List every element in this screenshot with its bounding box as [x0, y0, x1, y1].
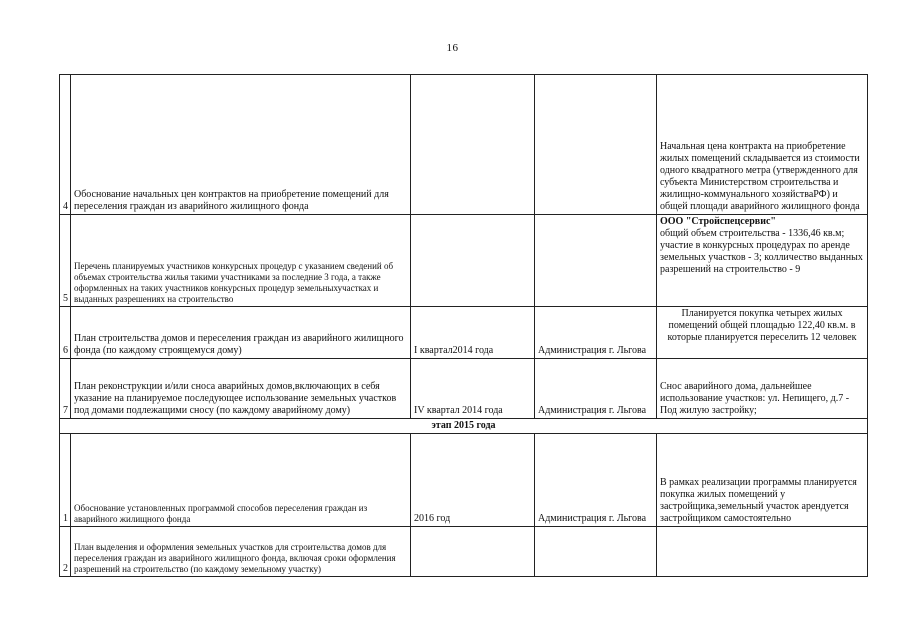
row-responsible: Администрация г. Льгова — [535, 434, 657, 527]
row-deadline: I квартал2014 года — [411, 307, 535, 359]
table-row — [60, 434, 868, 527]
table-row — [60, 215, 868, 307]
row-responsible: Администрация г. Льгова — [535, 307, 657, 359]
row-deadline: IV квартал 2014 года — [411, 359, 535, 419]
row-deadline: 2016 год — [411, 434, 535, 527]
row-description: Обоснование начальных цен контрактов на приобретение помещений для переселения граждан из аварийного жилищного фонда — [71, 75, 411, 215]
row-deadline — [411, 75, 535, 215]
row-description-text: Перечень планируемых участников конкурсных процедур с указанием сведений об объемах строительства жилья такими участниками за последние 3 года, а также оформленных на таких участников конкурсных процедур земельныхучастках и выданных разрешениях на строительство — [74, 261, 394, 304]
stage-label: этап 2015 года — [60, 419, 868, 434]
row-note: Начальная цена контракта на приобретение жилых помещений складывается из стоимости одного квадратного метра (утвержденного для субъекта Министерством строительства и жилищно-коммунального хозяйстваРФ) и общей площади аварийного жилищного фонда — [657, 75, 868, 215]
row-number: 7 — [60, 359, 71, 419]
row-number: 1 — [60, 434, 71, 527]
row-description — [71, 527, 411, 577]
row-number: 4 — [60, 75, 71, 215]
row-deadline — [411, 527, 535, 577]
row-description — [71, 434, 411, 527]
row-note: В рамках реализации программы планируется покупка жилых помещений у застройщика,земельный участок арендуется застройщиком самостоятельно — [657, 434, 868, 527]
page-number: 16 — [446, 42, 459, 54]
row-note — [657, 527, 868, 577]
row-number: 2 — [60, 527, 71, 577]
row-description: План строительства домов и переселения граждан из аварийного жилищного фонда (по каждому строящемуся дому) — [71, 307, 411, 359]
table-row — [60, 527, 868, 577]
row-description-text: Обоснование установленных программой способов переселения граждан из аварийного жилищного фонда — [74, 503, 368, 524]
row-number: 5 — [60, 215, 71, 307]
row-responsible — [535, 75, 657, 215]
table-row — [60, 75, 868, 215]
row-responsible: Администрация г. Льгова — [535, 359, 657, 419]
row-deadline — [411, 215, 535, 307]
row-note: Снос аварийного дома, дальнейшее использование участков: ул. Непищего, д.7 - Под жилую застройку; — [657, 359, 868, 419]
row-responsible — [535, 527, 657, 577]
row-note — [657, 215, 868, 307]
row-description — [71, 215, 411, 307]
row-number: 6 — [60, 307, 71, 359]
table-row — [60, 359, 868, 419]
row-responsible — [535, 215, 657, 307]
program-table — [59, 74, 868, 577]
row-description: План реконструкции и/или сноса аварийных домов,включающих в себя указание на планируемое последующее использование земельных участков под домами подлежащими сносу (по каждому аварийному дому) — [71, 359, 411, 419]
note-company: ООО "Стройспецсервис" — [660, 216, 776, 227]
row-description-text: План выделения и оформления земельных участков для строительства домов для переселения граждан из аварийного жилищного фонда, включая сроки оформления разрешений на строительство (по каждому земельному участку) — [74, 542, 396, 574]
stage-row — [60, 419, 868, 434]
table-row — [60, 307, 868, 359]
row-note — [657, 307, 868, 359]
note-text: Планируется покупка четырех жилых помещений общей площадью 122,40 кв.м. в которые планируется переселить 12 человек — [667, 308, 857, 343]
note-text: общий объем строительства - 1336,46 кв.м; участие в конкурсных процедурах по аренде земельных участков - 3; колличество выданных разрешений на строительство - 9 — [660, 228, 863, 275]
